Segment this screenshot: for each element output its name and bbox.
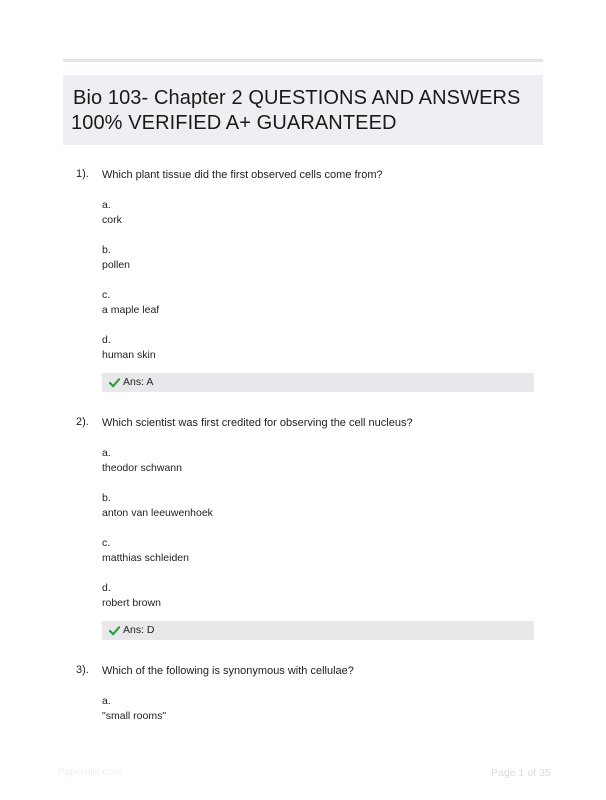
option-text: robert brown — [102, 597, 161, 609]
answer-text: Ans: D — [123, 624, 155, 636]
option-letter: a. — [102, 695, 111, 707]
option-letter: b. — [102, 244, 111, 256]
title-line-1: Bio 103- Chapter 2 QUESTIONS AND ANSWERS — [73, 87, 521, 109]
option-letter: c. — [102, 537, 111, 549]
option-d — [102, 333, 156, 363]
option-letter: a. — [102, 447, 111, 459]
answer-bar — [102, 373, 534, 392]
answer-bar — [102, 621, 534, 640]
question-number: 3). — [76, 664, 89, 676]
option-text: pollen — [102, 259, 131, 271]
option-c — [102, 288, 159, 318]
answer-text: Ans: A — [123, 376, 154, 388]
question-number: 1). — [76, 168, 89, 180]
question-text: Which plant tissue did the first observed cells come from? — [102, 169, 383, 181]
option-a — [102, 446, 182, 476]
option-text: theodor schwann — [102, 462, 182, 474]
page-number: Page 1 of 35 — [491, 767, 551, 779]
option-a — [102, 198, 122, 228]
option-c — [102, 536, 189, 566]
option-letter: a. — [102, 199, 111, 211]
document-title — [63, 75, 543, 145]
option-text: anton van leeuwenhoek — [102, 507, 213, 519]
option-letter: b. — [102, 492, 111, 504]
question-number: 2). — [76, 416, 89, 428]
option-text: matthias schleiden — [102, 552, 189, 564]
title-line-2: 100% VERIFIED A+ GUARANTEED — [71, 112, 397, 134]
option-d — [102, 581, 161, 611]
option-text: "small rooms" — [102, 710, 167, 722]
top-divider — [63, 59, 543, 62]
question-text: Which scientist was first credited for observing the cell nucleus? — [102, 417, 413, 429]
option-text: human skin — [102, 349, 156, 361]
option-letter: c. — [102, 289, 111, 301]
option-b — [102, 491, 213, 521]
option-text: cork — [102, 214, 122, 226]
option-letter: d. — [102, 582, 111, 594]
option-text: a maple leaf — [102, 304, 160, 316]
question-text: Which of the following is synonymous with cellulae? — [102, 665, 354, 677]
check-icon — [109, 625, 120, 636]
footer-watermark: Paperblic.com — [58, 767, 122, 778]
check-icon — [109, 377, 120, 388]
option-b — [102, 243, 130, 273]
option-a — [102, 694, 166, 724]
option-letter: d. — [102, 334, 111, 346]
